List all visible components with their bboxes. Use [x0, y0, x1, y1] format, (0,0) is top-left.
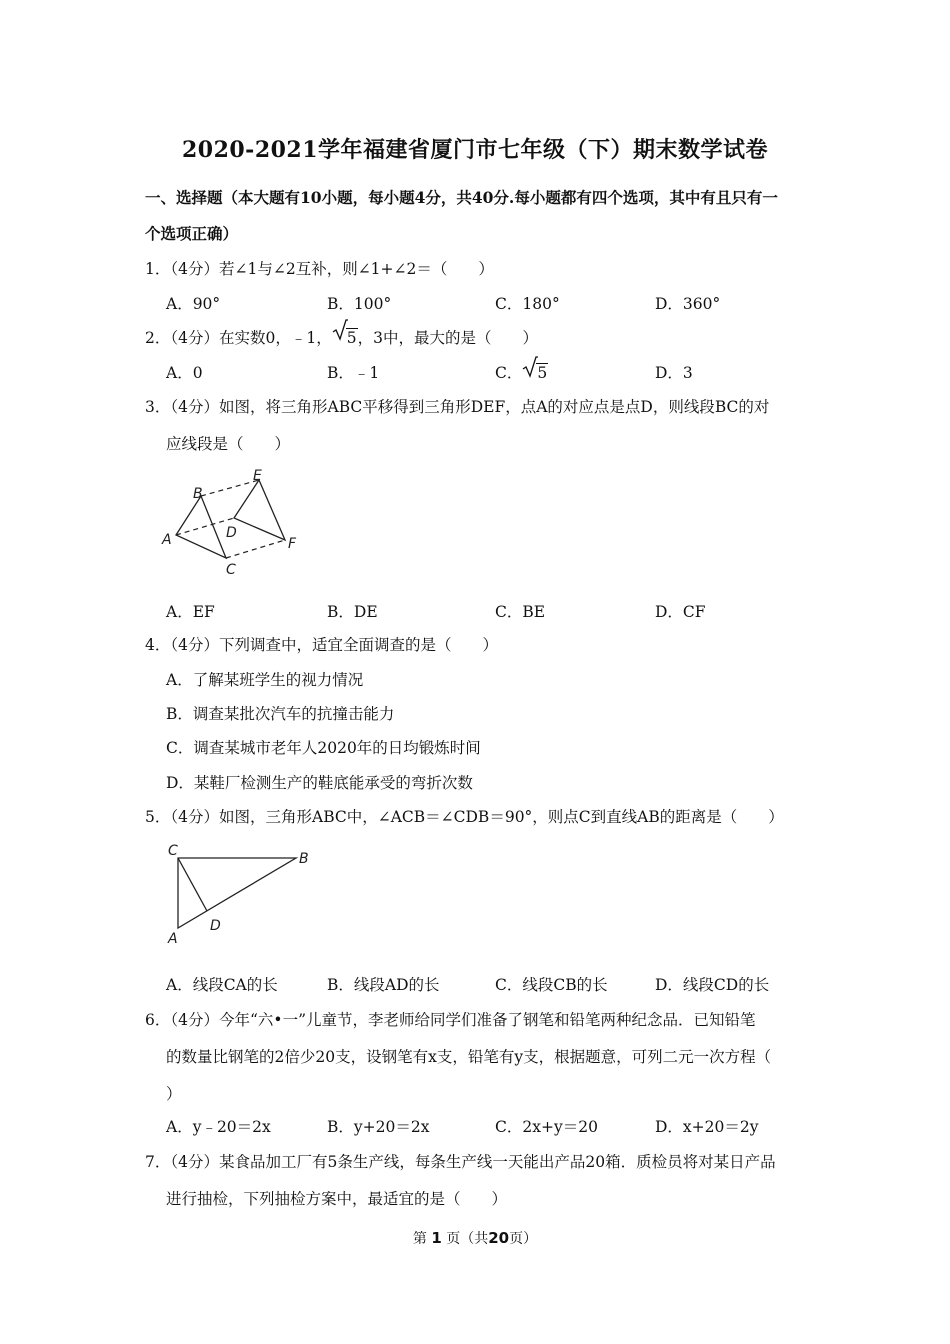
question-score: （4分）: [170, 329, 219, 347]
footer-middle: 页（共: [446, 1231, 489, 1247]
radical-sign-icon: [332, 319, 348, 341]
question-number: 2．: [145, 329, 171, 347]
question-score: （4分）: [170, 260, 219, 278]
q5-option-d: D．线段CD的长: [655, 976, 770, 994]
question-6-continuation-1: 的数量比钢笔的2倍少20支，设钢笔有x支，铅笔有y支，根据题意，可列二元一次方程（: [166, 1048, 772, 1066]
question-score: （4分）: [170, 808, 219, 826]
question-text-pre: 在实数0，﹣1，: [219, 329, 332, 347]
label-b: B: [193, 486, 203, 502]
q4-option-c: C．调查某城市老年人2020年的日均锻炼时间: [166, 739, 481, 757]
q5-option-a: A．线段CA的长: [166, 976, 278, 994]
label-a: A: [162, 532, 172, 548]
q3-option-a: A．EF: [166, 603, 215, 621]
section-heading-line1: 一、选择题（本大题有10小题，每小题4分，共40分.每小题都有四个选项，其中有且只有一: [145, 188, 778, 207]
question-2: [145, 321, 820, 355]
q4-option-a: A．了解某班学生的视力情况: [166, 671, 364, 689]
question-text: 今年“六•一”儿童节，李老师给同学们准备了钢笔和铅笔两种纪念品．已知铅笔: [219, 1011, 756, 1029]
q2-option-b: B．﹣1: [327, 364, 380, 382]
question-text: 如图，三角形ABC中，∠ACB＝∠CDB＝90°，则点C到直线AB的距离是（ ）: [219, 808, 784, 826]
q6-option-c: C．2x+y＝20: [495, 1118, 598, 1136]
page-title: 2020-2021学年福建省厦门市七年级（下）期末数学试卷: [181, 137, 769, 163]
q1-option-d: D．360°: [655, 295, 721, 313]
question-score: （4分）: [170, 398, 219, 416]
q4-option-b: B．调查某批次汽车的抗撞击能力: [166, 705, 395, 723]
question-text: 下列调查中，适宜全面调查的是（ ）: [219, 636, 499, 654]
section-heading-line2: 个选项正确）: [145, 224, 239, 243]
question-number: 3．: [145, 398, 171, 416]
radicand: 5: [537, 364, 548, 382]
question-score: （4分）: [170, 636, 219, 654]
label-e: E: [253, 468, 262, 484]
question-5: [145, 800, 820, 834]
segment-cd: [178, 858, 207, 911]
question-1: [145, 252, 820, 286]
question-number: 6．: [145, 1011, 171, 1029]
q2-option-a: A．0: [166, 364, 203, 382]
question-number: 5．: [145, 808, 171, 826]
label-d: D: [210, 918, 221, 934]
question-score: （4分）: [170, 1153, 219, 1171]
q1-option-a: A．90°: [166, 295, 221, 313]
footer-prefix: 第: [412, 1231, 427, 1247]
question-6-continuation-2: ）: [166, 1085, 182, 1103]
q6-option-b: B．y+20＝2x: [327, 1118, 430, 1136]
footer-page-number: 1: [431, 1229, 442, 1247]
q4-option-d: D．某鞋厂检测生产的鞋底能承受的弯折次数: [166, 774, 473, 792]
question-number: 1．: [145, 260, 171, 278]
question-7: [145, 1145, 820, 1179]
q3-option-d: D．CF: [655, 603, 706, 621]
option-label: C．: [495, 364, 523, 382]
dashed-segment-cf: [226, 540, 285, 558]
question-text: 如图，将三角形ABC平移得到三角形DEF，点A的对应点是点D，则线段BC的对: [219, 398, 770, 416]
q3-option-c: C．BE: [495, 603, 546, 621]
question-3: [145, 390, 820, 424]
label-c: C: [226, 562, 236, 578]
question-7-continuation: 进行抽检，下列抽检方案中，最适宜的是（ ）: [166, 1190, 508, 1208]
label-b: B: [299, 851, 309, 867]
label-a: A: [168, 931, 178, 947]
q5-option-b: B．线段AD的长: [327, 976, 440, 994]
label-c: C: [168, 843, 178, 859]
question-text-post: ，3中，最大的是（ ）: [357, 329, 538, 347]
q3-option-b: B．DE: [327, 603, 378, 621]
triangle-abc: [178, 858, 296, 928]
footer-suffix: 页）: [509, 1231, 538, 1247]
label-f: F: [288, 536, 297, 552]
question-score: （4分）: [170, 1011, 219, 1029]
radicand: 5: [346, 329, 357, 347]
sqrt-expression: [522, 358, 548, 388]
page-footer: [0, 1228, 950, 1248]
q2-option-d: D．3: [655, 364, 693, 382]
translation-figure: [160, 462, 310, 580]
q5-option-c: C．线段CB的长: [495, 976, 608, 994]
label-d: D: [226, 525, 237, 541]
q6-option-a: A．y﹣20＝2x: [166, 1118, 271, 1136]
section-heading: [145, 180, 820, 252]
question-text: 若∠1与∠2互补，则∠1+∠2＝（ ）: [219, 260, 494, 278]
footer-total-pages: 20: [488, 1229, 510, 1247]
radical-sign-icon: [522, 356, 538, 378]
q6-option-d: D．x+20＝2y: [655, 1118, 759, 1136]
question-number: 4．: [145, 636, 171, 654]
q1-option-b: B．100°: [327, 295, 392, 313]
triangle-abc: [176, 496, 226, 558]
sqrt-expression: [332, 321, 358, 355]
question-6: [145, 1003, 820, 1037]
triangle-def: [234, 480, 285, 540]
right-triangle-figure: [160, 838, 320, 950]
question-number: 7．: [145, 1153, 171, 1171]
question-text: 某食品加工厂有5条生产线，每条生产线一天能出产品20箱．质检员将对某日产品: [219, 1153, 776, 1171]
q1-option-c: C．180°: [495, 295, 560, 313]
q2-option-c: [495, 358, 548, 388]
question-4: [145, 628, 820, 662]
question-3-continuation: 应线段是（ ）: [166, 435, 291, 453]
